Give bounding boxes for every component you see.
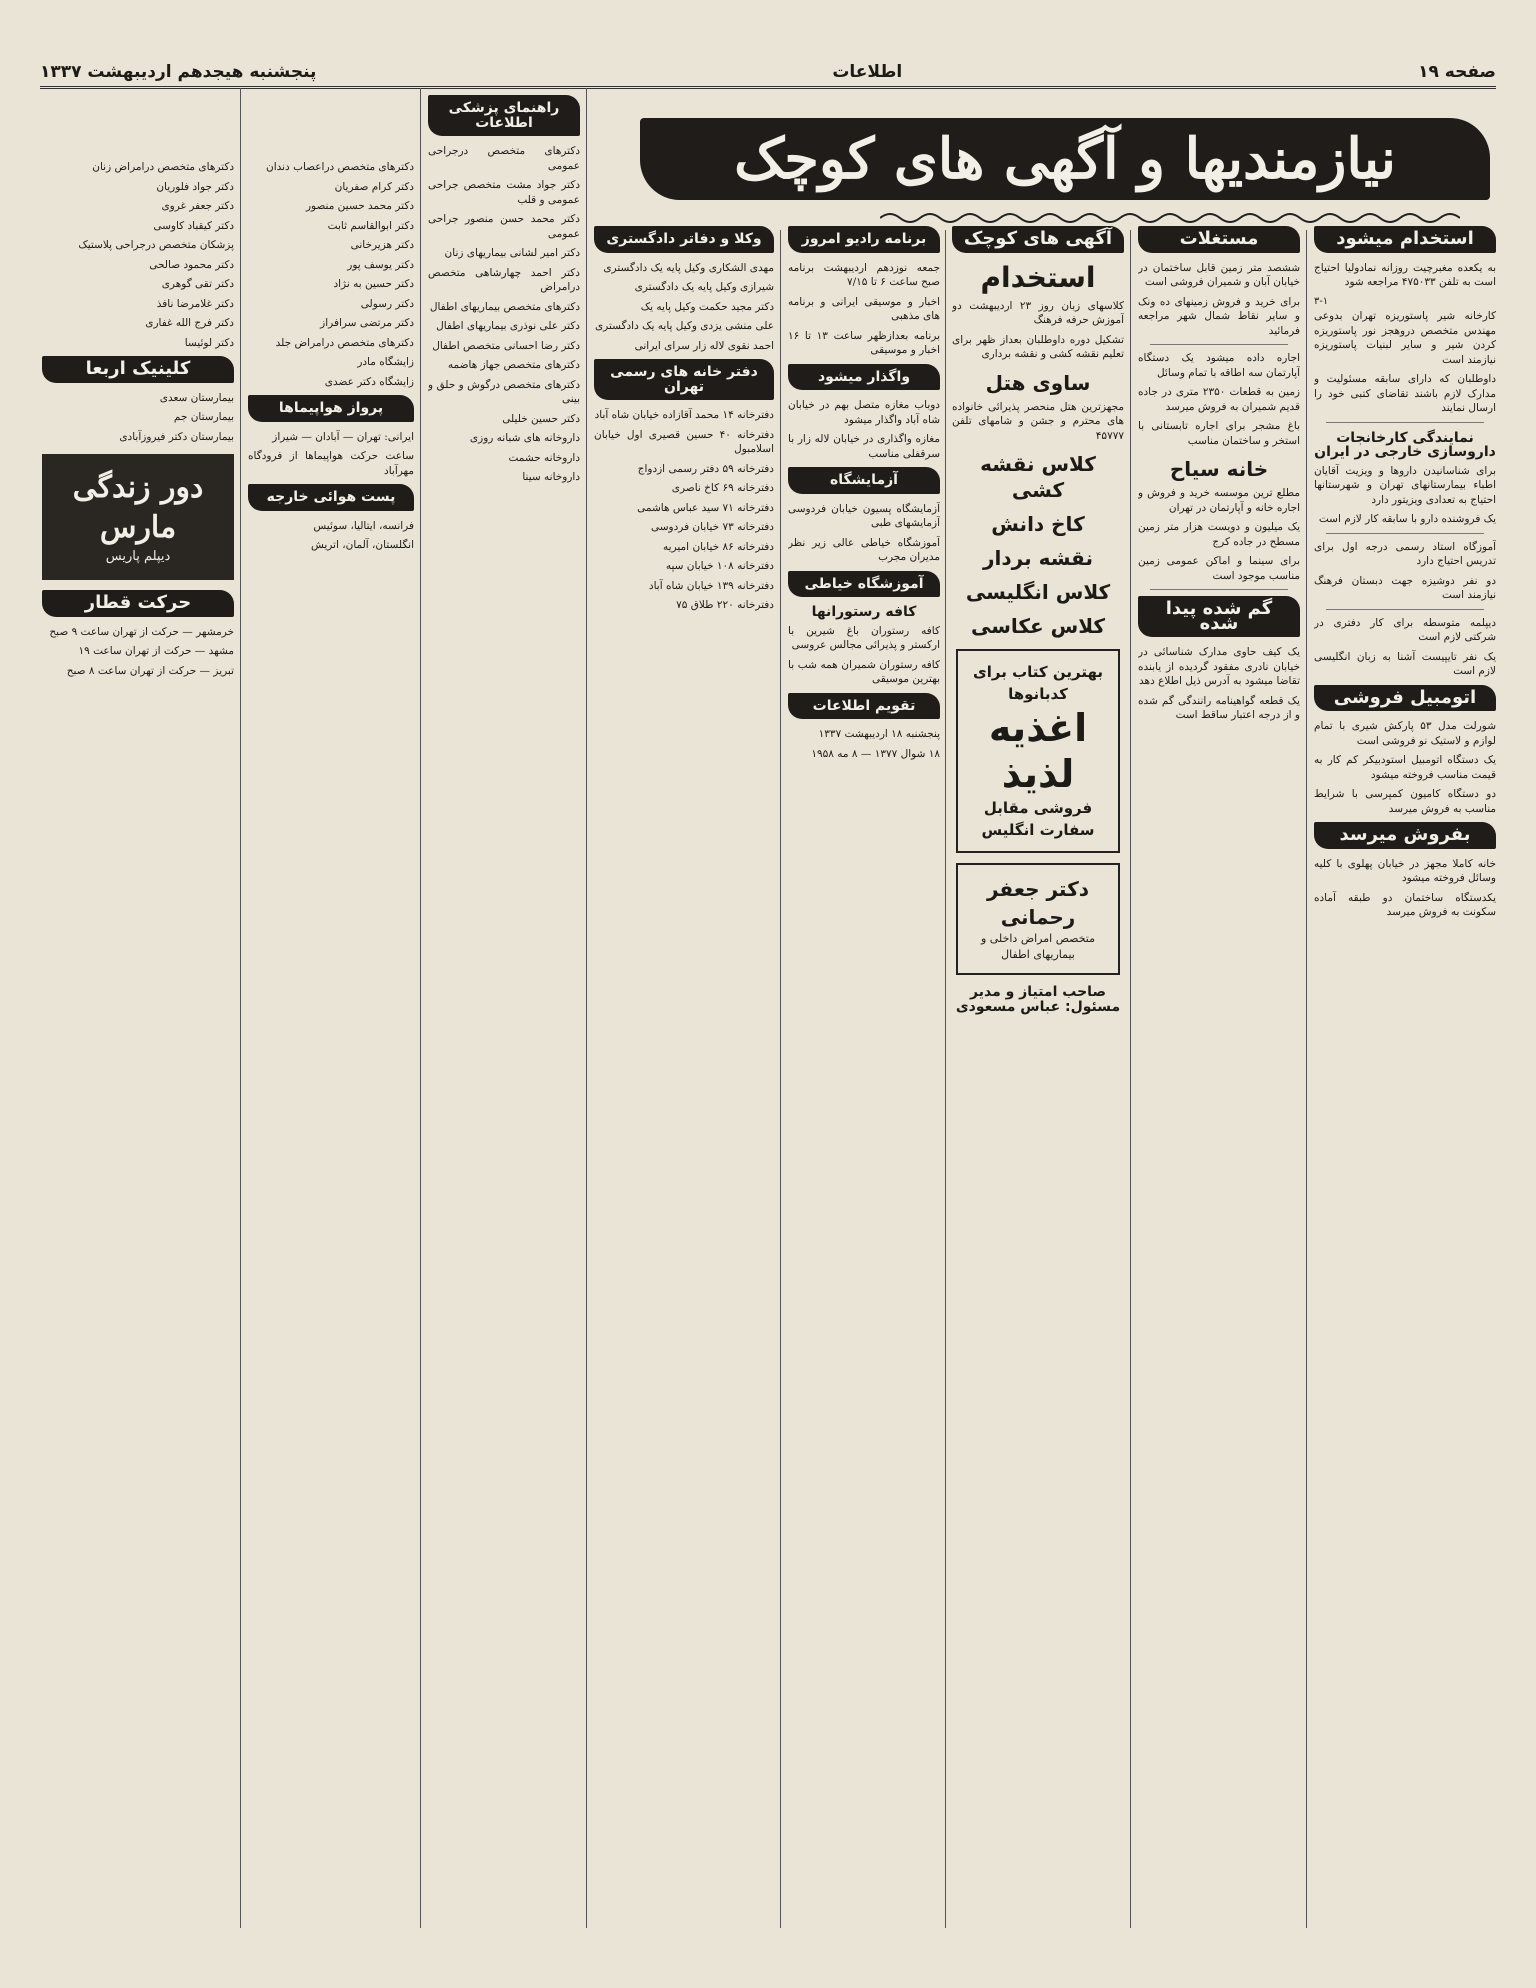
ad-title: کلاس انگلیسی bbox=[965, 580, 1111, 604]
ad-entry: مطلع ترین موسسه خرید و فروش و اجاره خانه و آپارتمان در تهران bbox=[1138, 487, 1300, 514]
ad-entry: کافه رستوران شمیران همه شب با بهترین موسیقی bbox=[788, 658, 940, 685]
ad-entry: جمعه نوزدهم اردیبهشت برنامه صبح ساعت ۶ تا ۷/۱۵ bbox=[788, 261, 940, 288]
ad-entry: ایرانی: تهران — آبادان — شیراز bbox=[272, 430, 414, 443]
ad-entry: دکترهای متخصص درگوش و حلق و بینی bbox=[428, 378, 580, 405]
ad-entry: تشکیل دوره داوطلبان بعداز ظهر برای تعلیم نقشه کشی و نقشه برداری bbox=[952, 333, 1124, 360]
ad-entry: دفترخانه ۷۱ سید عباس هاشمی bbox=[637, 501, 774, 514]
ad-entry: ششصد متر زمین قابل ساختمان در خیابان آبان و شمیران فروشی است bbox=[1138, 261, 1300, 288]
ad-entry: دکتر محمد حسن منصور جراحی عمومی bbox=[428, 213, 580, 240]
ad-entry: شیرازی وکیل پایه یک دادگستری bbox=[634, 281, 774, 293]
section-heading: پرواز هواپیماها bbox=[248, 395, 414, 422]
ad-title: خانه سیاح bbox=[1169, 457, 1269, 481]
ad-entry: دکتر حسین به نژاد bbox=[333, 278, 414, 290]
ad-entry: دفترخانه ۱۴ محمد آقازاده خیابان شاه آباد bbox=[594, 409, 774, 421]
column-rule bbox=[780, 230, 781, 1928]
ad-entry: دو نفر دوشیزه جهت دبستان فرهنگ نیازمند است bbox=[1314, 574, 1496, 601]
section-heading: حرکت قطار bbox=[42, 590, 234, 617]
ad-entry: دکتر غلامرضا نافذ bbox=[156, 297, 234, 310]
ad-entry: اخبار و موسیقی ایرانی و برنامه های مذهبی bbox=[788, 295, 940, 322]
column-lawyers bbox=[594, 220, 774, 1928]
ad-entry: اجاره داده میشود یک دستگاه آپارتمان سه اطاقه با تمام وسائل bbox=[1138, 352, 1300, 379]
ad-entry: یک نفر تایپیست آشنا به زبان انگلیسی لازم است bbox=[1314, 650, 1496, 677]
ad-entry: برای سینما و اماکن عمومی زمین مناسب موجود است bbox=[1138, 555, 1300, 582]
section-heading: آزمایشگاه bbox=[788, 467, 940, 494]
ad-entry: دکتر یوسف پور bbox=[347, 258, 414, 271]
ad-entry: دکتر محمد حسین منصور bbox=[305, 200, 414, 212]
ad-entry: یک دستگاه اتومبیل استودبیکر کم کار به قیمت مناسب فروخته میشود bbox=[1314, 754, 1496, 781]
tailoring-ad-title: دور زندگی مارس bbox=[72, 470, 204, 545]
ad-entry: زمین به قطعات ۲۳۵۰ متری در جاده قدیم شمیران به فروش میرسد bbox=[1138, 386, 1300, 413]
divider bbox=[1150, 344, 1288, 345]
ad-entry: بیمارستان دکتر فیروزآبادی bbox=[119, 430, 234, 443]
section-heading: راهنمای پزشکی اطلاعات bbox=[428, 95, 580, 136]
classifieds-banner: نیازمندیها و آگهی های کوچک bbox=[640, 118, 1490, 200]
clinic-ad-heading: کلینیک اربعا bbox=[42, 356, 234, 383]
section-heading: بفروش میرسد bbox=[1314, 822, 1496, 849]
ad-entry: یک فروشنده دارو با سابقه کار لازم است bbox=[1318, 513, 1496, 525]
section-heading: استخدام میشود bbox=[1314, 226, 1496, 253]
ad-entry: بیمارستان سعدی bbox=[159, 391, 234, 404]
tailoring-ad-sub: دیپلم پاریس bbox=[105, 549, 171, 564]
ad-entry: کلاسهای زبان روز ۲۳ اردیبهشت دو آموزش حرفه فرهنگ bbox=[952, 299, 1124, 326]
ad-entry: دکتر مرتضی سرافراز bbox=[320, 317, 414, 329]
ad-entry: دکترهای متخصص جهاز هاضمه bbox=[447, 359, 580, 371]
ad-entry: ساعت حرکت هواپیماها از فرودگاه مهرآباد bbox=[248, 450, 414, 477]
ad-entry: دکتر جواد فلوریان bbox=[156, 180, 234, 193]
ad-entry: خرمشهر — حرکت از تهران ساعت ۹ صبح bbox=[49, 625, 234, 638]
doctor-card bbox=[956, 863, 1120, 975]
ad-entry: دکتر جعفر غروی bbox=[161, 200, 234, 212]
ad-entry: دکتر هزیرخانی bbox=[350, 239, 414, 251]
ad-entry: به یکعده مغبرچیت روزانه نمادولیا احتیاج است به تلفن ۴۷۵۰۳۳ مراجعه شود bbox=[1314, 261, 1496, 288]
column-radio bbox=[788, 220, 940, 1928]
ad-entry: یکدستگاه ساختمان دو طبقه آماده سکونت به فروش میرسد bbox=[1314, 891, 1496, 918]
cookbook-ad-line: بهترین کتاب برای کدبانوها bbox=[973, 663, 1103, 703]
ad-entry: زایشگاه مادر bbox=[357, 356, 414, 368]
ad-entry: دکترهای متخصص بیماریهای اطفال bbox=[429, 300, 580, 313]
section-heading: اتومبیل فروشی bbox=[1314, 685, 1496, 712]
ad-entry: دکتر کرام صفریان bbox=[334, 180, 414, 193]
ad-title: کاخ دانش bbox=[991, 512, 1085, 536]
ad-entry: دکترهای متخصص دراعصاب دندان bbox=[266, 161, 414, 173]
ad-entry: پزشکان متخصص درجراحی پلاستیک bbox=[78, 239, 234, 251]
ad-entry: دکترهای متخصص درجراحی عمومی bbox=[428, 145, 580, 172]
ad-entry: مجهزترین هتل منحصر پذیرائی خانواده های محترم و جشن و شامهای تلفن ۴۵۷۷۷ bbox=[952, 400, 1124, 442]
ad-entry: یک قطعه گواهینامه رانندگی گم شده و از درجه اعتبار ساقط است bbox=[1138, 694, 1300, 721]
column-gynecology-trains bbox=[42, 160, 234, 1928]
ad-entry: ۱۸ شوال ۱۳۷۷ — ۸ مه ۱۹۵۸ bbox=[811, 747, 940, 760]
ad-entry: داوطلبان که دارای سابقه مسئولیت و مدارک لازم باشند تقاضای کتبی خود را ارسال نمایند bbox=[1314, 373, 1496, 414]
ad-entry: احمد نقوی لاله زار سرای ایرانی bbox=[634, 339, 774, 352]
ad-entry: دکتر امیر لشانی بیماریهای زنان bbox=[444, 247, 580, 259]
section-heading: برنامه رادیو امروز bbox=[788, 226, 940, 253]
publisher-footer: صاحب امتیاز و مدیر مسئول: عباس مسعودی bbox=[955, 984, 1121, 1015]
ad-entry: دکتر کیقباد کاوسی bbox=[153, 219, 234, 232]
ad-title: نقشه بردار bbox=[983, 546, 1093, 570]
ad-entry: دکتر رسولی bbox=[360, 297, 414, 310]
ad-entry: دکتر علی نوذری بیماریهای اطفال bbox=[436, 320, 580, 332]
ad-entry: دو دستگاه کامیون کمپرسی با شرایط مناسب به فروش میرسد bbox=[1314, 788, 1496, 815]
section-heading: مستغلات bbox=[1138, 226, 1300, 253]
ad-title: نمایندگی کارخانجات داروسازی خارجی در ایران bbox=[1314, 429, 1496, 460]
ad-entry: دفترخانه ۴۰ حسین قصیری اول خیابان اسلامبول bbox=[594, 428, 774, 455]
ad-title: کلاس نقشه کشی bbox=[980, 452, 1096, 502]
ad-entry: دکترهای متخصص درامراض جلد bbox=[275, 336, 414, 349]
section-heading: آموزشگاه خیاطی bbox=[788, 571, 940, 598]
section-heading: گم شده پیدا شده bbox=[1138, 596, 1300, 637]
ad-entry: دفترخانه ۱۳۹ خیابان شاه آباد bbox=[648, 579, 774, 592]
section-heading: آگهی های کوچک bbox=[952, 226, 1124, 253]
ad-title: کافه رستورانها bbox=[811, 604, 917, 620]
cookbook-ad bbox=[956, 649, 1120, 853]
ad-entry: انگلستان، آلمان، اتریش bbox=[310, 539, 414, 551]
ad-entry: یک کیف حاوی مدارک شناسائی در خیابان نادری مفقود گردیده از یابنده تقاضا میشود به آدرس ذیل اطلاع دهد bbox=[1138, 646, 1300, 687]
ad-entry: دفترخانه ۱۰۸ خیابان سپه bbox=[665, 560, 774, 572]
cookbook-ad-title: اغذیه لذیذ bbox=[988, 706, 1088, 796]
ad-entry: دکتر ابوالقاسم ثابت bbox=[327, 219, 414, 232]
ad-entry: مغازه واگذاری در خیابان لاله زار با سرقفلی مناسب bbox=[788, 433, 940, 460]
ad-entry: دکتر لوئیسا bbox=[184, 336, 234, 349]
ad-entry: داروخانه حشمت bbox=[508, 451, 580, 464]
column-rule bbox=[1130, 230, 1131, 1928]
column-medical-guide bbox=[428, 95, 580, 1928]
section-heading: پست هوائی خارجه bbox=[248, 484, 414, 511]
doctor-name: دکتر جعفر رحمانی bbox=[986, 877, 1089, 929]
ad-entry: کارخانه شیر پاستوریزه تهران بدوعی مهندس متخصص دروهجز نور پاستوریزه کردن شیر و سایر لبنیات پاستوریزه نیازمند است bbox=[1314, 310, 1496, 366]
column-rule bbox=[1306, 230, 1307, 1928]
doctor-desc: متخصص امراض داخلی و بیماریهای اطفال bbox=[980, 932, 1096, 961]
page-header bbox=[40, 52, 1496, 89]
ad-entry: دکتر تقی گوهری bbox=[161, 278, 234, 290]
tailoring-school-ad bbox=[42, 454, 234, 580]
ad-entry: دوباب مغازه متصل بهم در خیابان شاه آباد واگذار میشود bbox=[788, 399, 940, 426]
ad-entry: دکترهای متخصص درامراض زنان bbox=[92, 161, 234, 173]
column-rule bbox=[240, 88, 241, 1928]
ad-entry: دفترخانه ۵۹ دفتر رسمی ازدواج bbox=[637, 462, 774, 475]
ad-entry: فرانسه، ایتالیا، سوئیس bbox=[313, 519, 414, 532]
ad-entry: پنجشنبه ۱۸ اردیبهشت ۱۳۳۷ bbox=[818, 728, 940, 740]
newspaper-name: اطلاعات bbox=[832, 62, 903, 82]
ad-entry: دکتر مجید حکمت وکیل پایه یک bbox=[640, 300, 774, 313]
ad-entry: یک میلیون و دویست هزار متر زمین مسطح در جاده کرج bbox=[1138, 521, 1300, 548]
column-rule bbox=[586, 88, 587, 1928]
column-employment bbox=[1314, 220, 1496, 1928]
ad-entry: زایشگاه دکتر عضدی bbox=[324, 375, 414, 388]
ad-entry: تبریز — حرکت از تهران ساعت ۸ صبح bbox=[66, 664, 234, 677]
column-dentists-flights bbox=[248, 160, 414, 1928]
ad-entry: دکتر محمود صالحی bbox=[149, 258, 234, 271]
column-rule bbox=[945, 230, 946, 1928]
ad-entry: باغ مشجر برای اجاره تابستانی با استخر و ساختمان مناسب bbox=[1138, 420, 1300, 447]
ad-entry: دفترخانه ۷۳ خیابان فردوسی bbox=[650, 521, 774, 533]
ad-entry: شورلت مدل ۵۳ پارکش شیری با تمام لوازم و لاستیک نو فروشی است bbox=[1314, 720, 1496, 747]
ad-entry: دکتر رضا احسانی متخصص اطفال bbox=[432, 339, 580, 352]
ad-entry: دفترخانه ۶۹ کاخ ناصری bbox=[671, 482, 774, 494]
ad-entry: دکتر حسین خلیلی bbox=[502, 412, 580, 425]
cookbook-ad-line: فروشی مقابل سفارت انگلیس bbox=[981, 799, 1095, 839]
ad-entry: دکتر احمد چهارشاهی متخصص درامراض bbox=[428, 266, 580, 293]
section-heading: وکلا و دفاتر دادگستری bbox=[594, 226, 774, 253]
ad-entry: برای خرید و فروش زمینهای ده ونک و سایر نقاط شمال شهر مراجعه فرمائید bbox=[1138, 295, 1300, 337]
ad-title: ساوی هتل bbox=[985, 370, 1091, 395]
divider bbox=[1150, 589, 1288, 590]
divider bbox=[1326, 609, 1484, 610]
ad-title: کلاس عکاسی bbox=[970, 614, 1106, 638]
ad-entry: دیپلمه متوسطه برای کار دفتری در شرکتی لازم است bbox=[1314, 616, 1496, 643]
section-heading: تقویم اطلاعات bbox=[788, 693, 940, 720]
ad-entry: علی منشی یزدی وکیل پایه یک دادگستری bbox=[594, 320, 774, 332]
ad-entry: آموزشگاه خیاطی عالی زیر نظر مدیران مجرب bbox=[788, 536, 940, 563]
section-heading: دفتر خانه های رسمی تهران bbox=[594, 359, 774, 400]
ad-entry: آموزگاه استاد رسمی درجه اول برای تدریس احتیاج دارد bbox=[1314, 540, 1496, 567]
page-number: صفحه ۱۹ bbox=[1418, 62, 1496, 82]
ad-entry: آزمایشگاه پسیون خیابان فردوسی آزمایشهای طبی bbox=[788, 502, 940, 529]
ad-entry: مهدی الشکاری وکیل پایه یک دادگستری bbox=[603, 261, 774, 274]
ad-entry: کافه رستوران باغ شیرین با ارکستر و پذیرائی مجالس عروسی bbox=[788, 624, 940, 651]
column-notices bbox=[952, 220, 1124, 1928]
ad-code: ۳-۱ bbox=[1314, 295, 1329, 307]
ad-entry: برای شناسانیدن داروها و ویزیت آقایان اطباء بیمارستانهای تهران و شهرستانها احتیاج به تعدادی ویزیتور دارد bbox=[1314, 464, 1496, 506]
ad-entry: دفترخانه ۲۲۰ طلاق ۷۵ bbox=[676, 599, 774, 611]
ad-entry: دکتر فرج الله غفاری bbox=[145, 317, 234, 329]
divider bbox=[1326, 533, 1484, 534]
ad-entry: دکتر جواد مشت متخصص جراحی عمومی و قلب bbox=[428, 179, 580, 206]
section-heading: واگذار میشود bbox=[788, 364, 940, 391]
ad-entry: دفترخانه ۸۶ خیابان امیریه bbox=[663, 540, 774, 553]
ad-entry: مشهد — حرکت از تهران ساعت ۱۹ bbox=[78, 645, 234, 657]
issue-date: پنجشنبه هیجدهم اردیبهشت ۱۳۳۷ bbox=[40, 62, 317, 82]
ad-entry: داروخانه سینا bbox=[522, 471, 580, 483]
ad-entry: داروخانه های شبانه روزی bbox=[469, 432, 580, 444]
ad-entry: برنامه بعدازظهر ساعت ۱۳ تا ۱۶ اخبار و موسیقی bbox=[788, 329, 940, 356]
ad-entry: خانه کاملا مجهز در خیابان پهلوی با کلیه وسائل فروخته میشود bbox=[1314, 857, 1496, 884]
divider bbox=[1326, 422, 1484, 423]
ad-entry: بیمارستان جم bbox=[173, 411, 234, 423]
column-rule bbox=[420, 88, 421, 1928]
ad-title: استخدام bbox=[980, 260, 1096, 294]
column-real-estate bbox=[1138, 220, 1300, 1928]
